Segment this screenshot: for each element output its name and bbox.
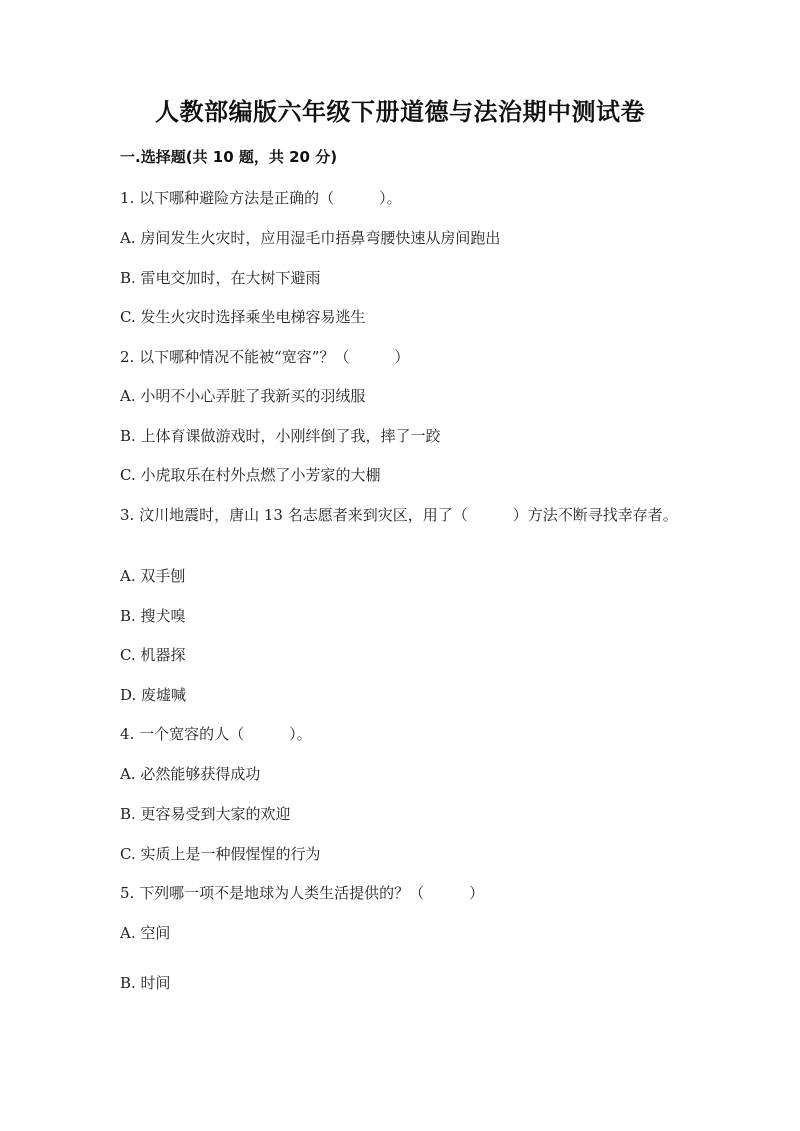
question-5-option-b: B. 时间 [120,974,171,992]
question-3-option-c: C. 机器探 [120,646,186,664]
question-3-option-d: D. 废墟喊 [120,686,187,704]
section-heading: 一.选择题(共 10 题，共 20 分) [120,148,338,166]
question-4-option-b: B. 更容易受到大家的欢迎 [120,805,291,823]
page-title: 人教部编版六年级下册道德与法治期中测试卷 [155,98,645,126]
question-5-stem: 5. 下列哪一项不是地球为人类生活提供的？（ ） [120,884,485,902]
question-2-option-a: A. 小明不小心弄脏了我新买的羽绒服 [120,387,366,405]
question-4-stem: 4. 一个宽容的人（ ）。 [120,725,312,743]
question-3-stem: 3. 汶川地震时，唐山 13 名志愿者来到灾区，用了（ ）方法不断寻找幸存者。 [120,506,678,524]
question-2-stem: 2. 以下哪种情况不能被“宽容”？（ ） [120,348,410,366]
question-1-option-a: A. 房间发生火灾时，应用湿毛巾捂鼻弯腰快速从房间跑出 [120,229,501,247]
question-2-option-c: C. 小虎取乐在村外点燃了小芳家的大棚 [120,466,381,484]
question-1-option-b: B. 雷电交加时，在大树下避雨 [120,269,321,287]
question-4-option-a: A. 必然能够获得成功 [120,765,261,783]
question-5-option-a: A. 空间 [120,924,171,942]
question-2-option-b: B. 上体育课做游戏时，小刚绊倒了我，摔了一跤 [120,427,441,445]
question-1-option-c: C. 发生火灾时选择乘坐电梯容易逃生 [120,308,366,326]
question-1-stem: 1. 以下哪种避险方法是正确的（ ）。 [120,189,402,207]
question-3-option-b: B. 搜犬嗅 [120,607,186,625]
question-4-option-c: C. 实质上是一种假惺惺的行为 [120,845,321,863]
question-3-option-a: A. 双手刨 [120,567,186,585]
